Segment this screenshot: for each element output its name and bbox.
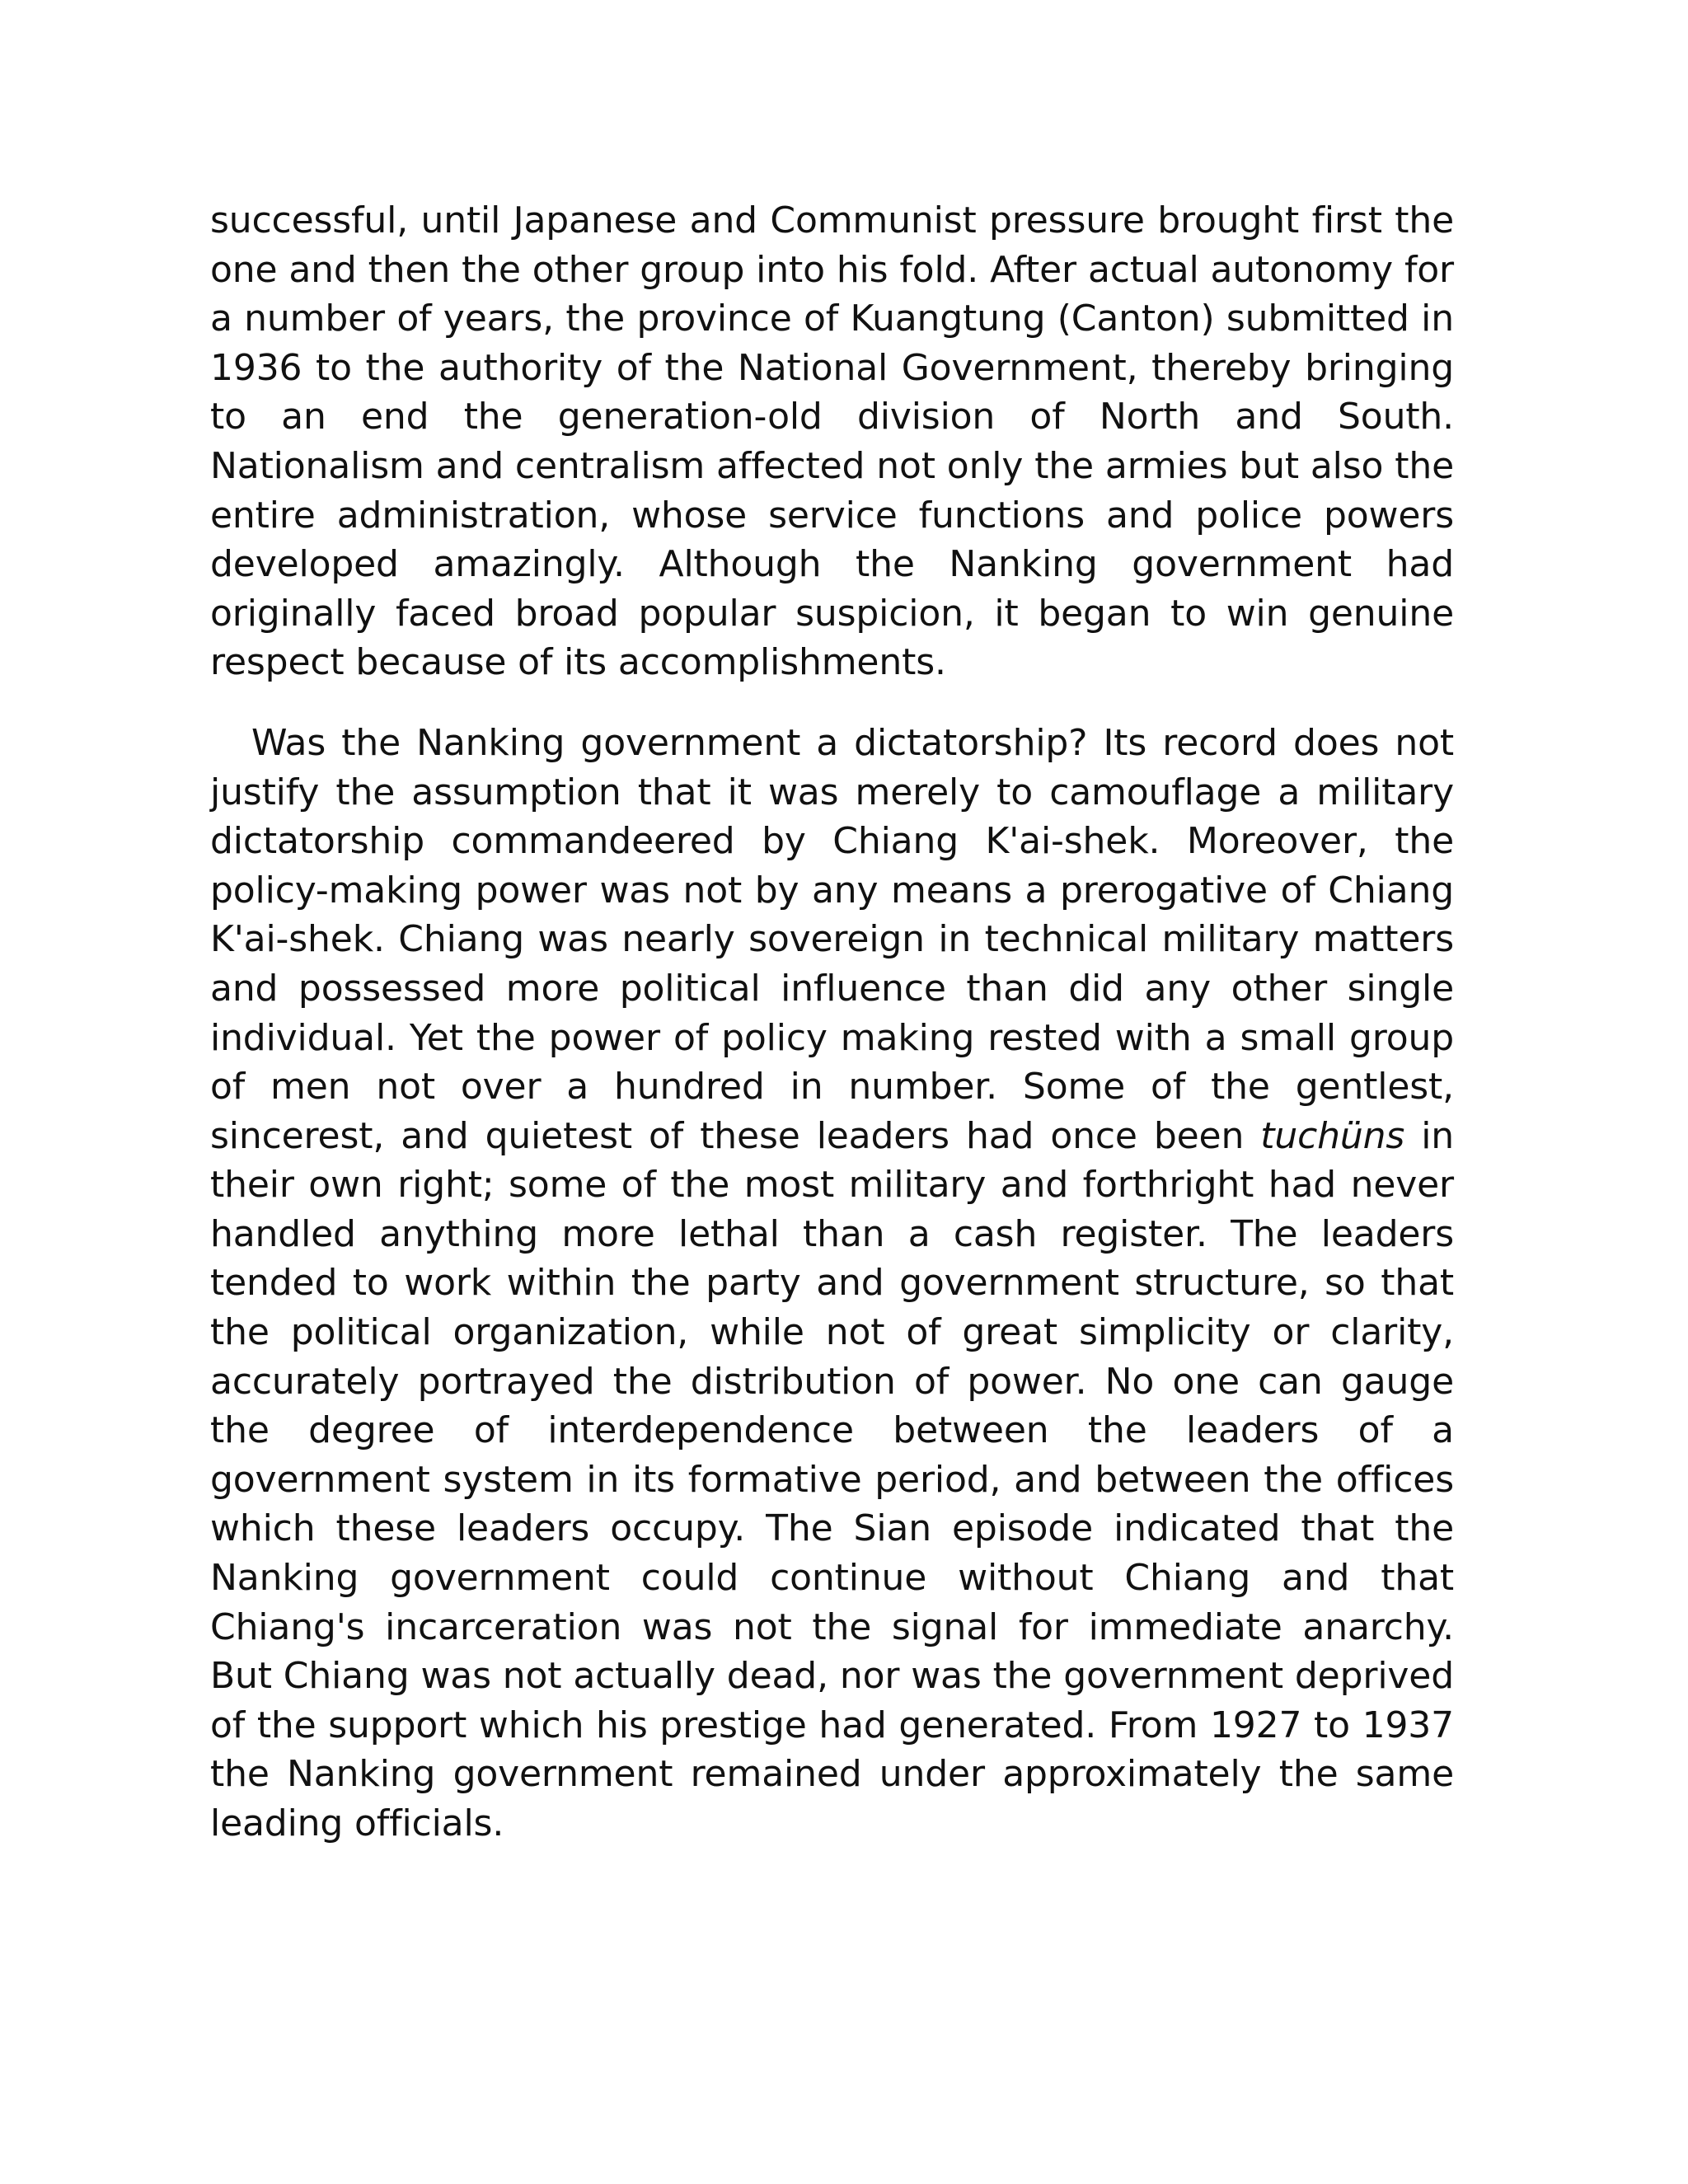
paragraph-1	[210, 196, 1454, 687]
paragraph-1-text: successful, until Japanese and Communist pressure brought first the one and then the other group into his fold. After actual autonomy for a number of years, the province of Kuangtung (Canton) submitted in 1936 to the authority of the National Government, thereby bringing to an end the generation-old division of North and South. Nationalism and centralism affected not only the armies but also the entire administration, whose service functions and police powers developed amazingly. Although the Nanking government had originally faced broad popular suspicion, it began to win genuine respect because of its accomplishments.	[210, 199, 1454, 684]
italic-term-tuchuns: tuchüns	[1260, 1114, 1405, 1157]
paragraph-2-text-end: in their own right; some of the most military and forthright had never handled anything more lethal than a cash register. The leaders tended to work within the party and government structure, so that the political organization, while not of great simplicity or clarity, accurately portrayed the distribution of power. No one can gauge the degree of interdependence between the leaders of a government system in its formative period, and between the offices which these leaders occupy. The Sian episode indicated that the Nanking government could continue without Chiang and that Chiang's incarceration was not the signal for immediate anarchy. But Chiang was not actually dead, nor was the government deprived of the support which his prestige had generated. From 1927 to 1937 the Nanking government remained under approximately the same leading officials.	[210, 1114, 1454, 1844]
body-text	[210, 196, 1454, 1849]
paragraph-2-text-start: Was the Nanking government a dictatorship? Its record does not justify the assumption that it was merely to camouflage a military dictatorship commandeered by Chiang K'ai-shek. Moreover, the policy-making power was not by any means a prerogative of Chiang K'ai-shek. Chiang was nearly sovereign in technical military matters and possessed more political influence than did any other single individual. Yet the power of policy making rested with a small group of men not over a hundred in number. Some of the gentlest, sincerest, and quietest of these leaders had once been	[210, 721, 1454, 1157]
paragraph-2	[210, 719, 1454, 1849]
